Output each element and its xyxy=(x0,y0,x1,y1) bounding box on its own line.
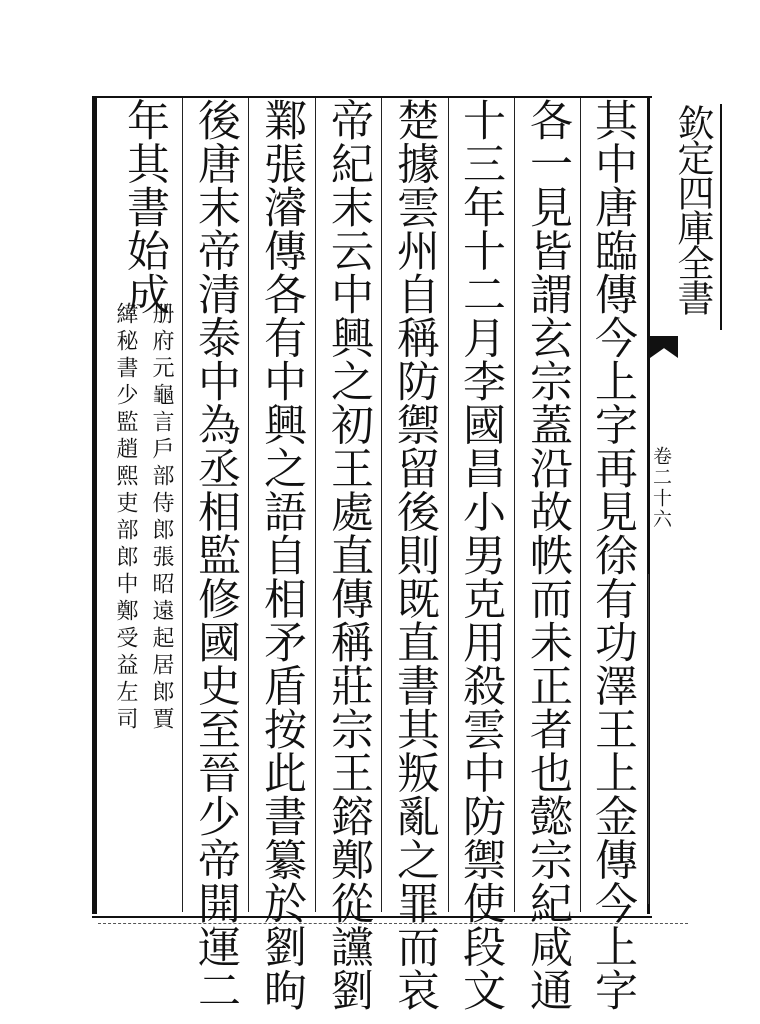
bottom-rule xyxy=(98,923,688,924)
text-column-7: 後唐末帝清泰中為丞相監修國史至晉少帝開運二 xyxy=(191,98,241,1012)
text-column-1: 其中唐臨傳今上字再見徐有功澤王上金傳今上字 xyxy=(588,98,638,1012)
column-separator xyxy=(315,98,316,912)
column-separator xyxy=(580,98,581,912)
text-column-6: 鄴張濬傳各有中興之語自相矛盾按此書纂於劉昫 xyxy=(257,98,307,1012)
column-separator xyxy=(248,98,249,912)
text-column-3: 十三年十二月李國昌小男克用殺雲中防禦使段文 xyxy=(456,98,506,1012)
commentary-line-right: 册府元龜言戶部侍郎張昭遠起居郎賈 xyxy=(149,302,174,734)
column-separator xyxy=(514,98,515,912)
text-column-2: 各一見皆謂玄宗蓋沿故帙而未正者也懿宗紀咸通 xyxy=(523,98,573,1012)
text-column-4: 楚據雲州自稱防禦留後則既直書其叛亂之罪而哀 xyxy=(390,98,440,1012)
text-column-8: 年其書始成 xyxy=(120,98,170,316)
commentary-line-left: 緯秘書少監趙熙吏部郎中鄭受益左司 xyxy=(113,302,138,734)
juan-number: 卷二十六 xyxy=(650,446,672,530)
text-column-5: 帝紀末云中興之初王處直傳稱莊宗王鎔鄭從讜劉 xyxy=(324,98,374,1012)
column-separator xyxy=(381,98,382,912)
column-separator xyxy=(448,98,449,912)
column-separator xyxy=(182,98,183,912)
book-title: 欽定四庫全書 xyxy=(654,104,722,330)
margin-rule xyxy=(648,574,649,904)
fish-tail-mark xyxy=(650,336,678,358)
frame-left-border xyxy=(92,96,97,914)
